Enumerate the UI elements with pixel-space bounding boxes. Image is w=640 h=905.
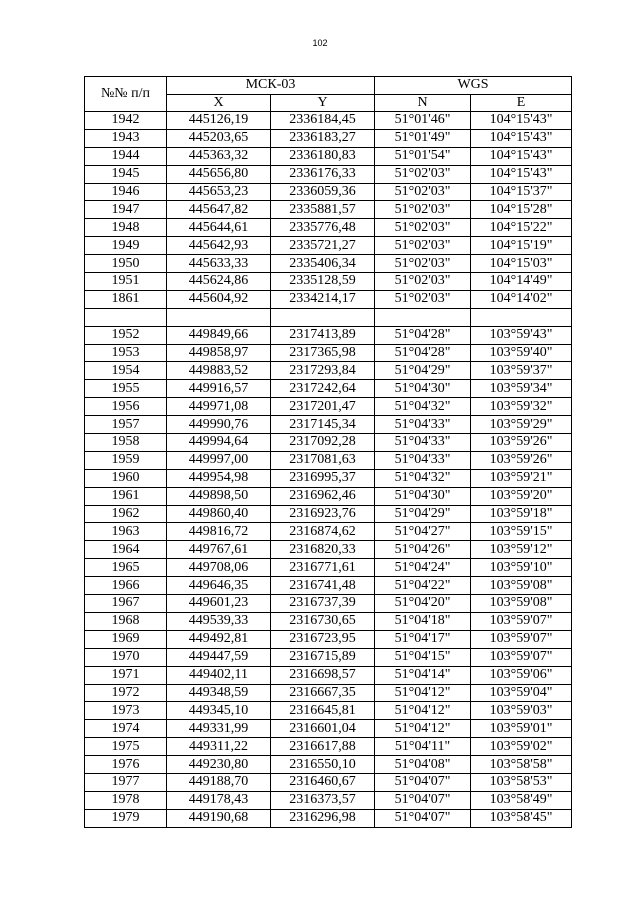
page-number: 102: [312, 38, 328, 48]
x-cell: 449601,23: [167, 595, 271, 613]
e-cell: 103°59'29": [471, 416, 572, 434]
point-number-cell: 1944: [85, 147, 167, 165]
e-cell: 103°59'01": [471, 720, 572, 738]
y-cell: 2335406,34: [271, 255, 375, 273]
header-msk03-group: МСК-03: [167, 77, 375, 95]
point-number-cell: 1957: [85, 416, 167, 434]
n-cell: 51°01'46": [375, 112, 471, 130]
x-cell: 449230,80: [167, 756, 271, 774]
n-cell: 51°04'18": [375, 612, 471, 630]
table-row: [85, 434, 572, 452]
y-cell: 2316698,57: [271, 666, 375, 684]
header-y: Y: [271, 94, 375, 112]
x-cell: 445604,92: [167, 290, 271, 308]
y-cell: 2335128,59: [271, 273, 375, 291]
e-cell: 103°59'02": [471, 738, 572, 756]
header-wgs-group: WGS: [375, 77, 572, 95]
x-cell: 449860,40: [167, 505, 271, 523]
x-cell: 449331,99: [167, 720, 271, 738]
x-cell: 449188,70: [167, 773, 271, 791]
table-row: [85, 756, 572, 774]
y-cell: [271, 308, 375, 326]
x-cell: 449858,97: [167, 344, 271, 362]
x-cell: 445653,23: [167, 183, 271, 201]
y-cell: 2316460,67: [271, 773, 375, 791]
x-cell: 449402,11: [167, 666, 271, 684]
e-cell: 103°59'43": [471, 326, 572, 344]
y-cell: 2316962,46: [271, 487, 375, 505]
n-cell: 51°04'30": [375, 487, 471, 505]
n-cell: 51°04'07": [375, 791, 471, 809]
e-cell: 104°15'43": [471, 112, 572, 130]
x-cell: 445363,32: [167, 147, 271, 165]
table-body: [85, 112, 572, 828]
table-row: [85, 809, 572, 827]
y-cell: 2316820,33: [271, 541, 375, 559]
e-cell: 103°58'53": [471, 773, 572, 791]
table-row: [85, 648, 572, 666]
table-row: [85, 577, 572, 595]
n-cell: 51°04'30": [375, 380, 471, 398]
y-cell: 2316771,61: [271, 559, 375, 577]
table-row: [85, 523, 572, 541]
n-cell: 51°04'29": [375, 362, 471, 380]
y-cell: 2317365,98: [271, 344, 375, 362]
x-cell: 449348,59: [167, 684, 271, 702]
point-number-cell: 1969: [85, 630, 167, 648]
table-row: [85, 344, 572, 362]
table-row: [85, 147, 572, 165]
x-cell: 449492,81: [167, 630, 271, 648]
n-cell: 51°02'03": [375, 165, 471, 183]
point-number-cell: 1962: [85, 505, 167, 523]
point-number-cell: 1958: [85, 434, 167, 452]
table-row: [85, 684, 572, 702]
table-row: [85, 326, 572, 344]
x-cell: 445126,19: [167, 112, 271, 130]
point-number-cell: 1948: [85, 219, 167, 237]
point-number-cell: 1971: [85, 666, 167, 684]
e-cell: 104°15'19": [471, 237, 572, 255]
point-number-cell: 1954: [85, 362, 167, 380]
table-row: [85, 183, 572, 201]
header-x: X: [167, 94, 271, 112]
n-cell: 51°02'03": [375, 201, 471, 219]
table-row: [85, 720, 572, 738]
e-cell: 104°15'03": [471, 255, 572, 273]
n-cell: 51°04'26": [375, 541, 471, 559]
y-cell: 2316550,10: [271, 756, 375, 774]
e-cell: 103°59'10": [471, 559, 572, 577]
table-row: [85, 595, 572, 613]
x-cell: 445633,33: [167, 255, 271, 273]
y-cell: 2316923,76: [271, 505, 375, 523]
x-cell: 449816,72: [167, 523, 271, 541]
x-cell: 445624,86: [167, 273, 271, 291]
y-cell: 2336059,36: [271, 183, 375, 201]
table-row: [85, 308, 572, 326]
e-cell: [471, 308, 572, 326]
x-cell: 449767,61: [167, 541, 271, 559]
e-cell: 104°15'43": [471, 165, 572, 183]
n-cell: 51°04'15": [375, 648, 471, 666]
e-cell: 103°58'45": [471, 809, 572, 827]
y-cell: 2316645,81: [271, 702, 375, 720]
table-row: [85, 773, 572, 791]
n-cell: 51°04'32": [375, 469, 471, 487]
table-row: [85, 129, 572, 147]
point-number-cell: 1943: [85, 129, 167, 147]
n-cell: 51°02'03": [375, 255, 471, 273]
point-number-cell: [85, 308, 167, 326]
x-cell: 449849,66: [167, 326, 271, 344]
y-cell: 2336180,83: [271, 147, 375, 165]
y-cell: 2335881,57: [271, 201, 375, 219]
e-cell: 103°59'26": [471, 434, 572, 452]
e-cell: 103°59'07": [471, 630, 572, 648]
x-cell: 449447,59: [167, 648, 271, 666]
e-cell: 103°59'08": [471, 577, 572, 595]
point-number-cell: 1949: [85, 237, 167, 255]
table-row: [85, 273, 572, 291]
e-cell: 103°58'58": [471, 756, 572, 774]
point-number-cell: 1974: [85, 720, 167, 738]
header-row-groups: [85, 77, 572, 95]
y-cell: 2316601,04: [271, 720, 375, 738]
point-number-cell: 1956: [85, 398, 167, 416]
n-cell: 51°04'28": [375, 344, 471, 362]
e-cell: 104°15'28": [471, 201, 572, 219]
n-cell: 51°02'03": [375, 290, 471, 308]
point-number-cell: 1953: [85, 344, 167, 362]
e-cell: 103°59'20": [471, 487, 572, 505]
x-cell: 449997,00: [167, 451, 271, 469]
y-cell: 2316874,62: [271, 523, 375, 541]
point-number-cell: 1972: [85, 684, 167, 702]
n-cell: 51°02'03": [375, 237, 471, 255]
coordinates-table: [84, 76, 572, 828]
n-cell: 51°04'32": [375, 398, 471, 416]
y-cell: 2316723,95: [271, 630, 375, 648]
point-number-cell: 1970: [85, 648, 167, 666]
x-cell: 449646,35: [167, 577, 271, 595]
y-cell: 2316741,48: [271, 577, 375, 595]
point-number-cell: 1959: [85, 451, 167, 469]
table-row: [85, 290, 572, 308]
n-cell: 51°04'33": [375, 451, 471, 469]
n-cell: 51°04'12": [375, 720, 471, 738]
header-point-number: №№ п/п: [85, 77, 167, 112]
n-cell: 51°04'33": [375, 416, 471, 434]
y-cell: 2335721,27: [271, 237, 375, 255]
y-cell: 2316730,65: [271, 612, 375, 630]
x-cell: 445642,93: [167, 237, 271, 255]
point-number-cell: 1977: [85, 773, 167, 791]
y-cell: 2336184,45: [271, 112, 375, 130]
table-row: [85, 666, 572, 684]
x-cell: 445203,65: [167, 129, 271, 147]
n-cell: 51°02'03": [375, 273, 471, 291]
e-cell: 103°59'15": [471, 523, 572, 541]
point-number-cell: 1973: [85, 702, 167, 720]
n-cell: 51°04'20": [375, 595, 471, 613]
x-cell: 445656,80: [167, 165, 271, 183]
e-cell: 103°59'04": [471, 684, 572, 702]
e-cell: 104°15'22": [471, 219, 572, 237]
e-cell: 103°59'03": [471, 702, 572, 720]
e-cell: 103°58'49": [471, 791, 572, 809]
x-cell: 449990,76: [167, 416, 271, 434]
e-cell: 103°59'34": [471, 380, 572, 398]
y-cell: 2316715,89: [271, 648, 375, 666]
x-cell: 449898,50: [167, 487, 271, 505]
n-cell: 51°04'12": [375, 702, 471, 720]
point-number-cell: 1942: [85, 112, 167, 130]
x-cell: 449178,43: [167, 791, 271, 809]
n-cell: 51°04'22": [375, 577, 471, 595]
table-row: [85, 416, 572, 434]
point-number-cell: 1975: [85, 738, 167, 756]
point-number-cell: 1946: [85, 183, 167, 201]
point-number-cell: 1950: [85, 255, 167, 273]
e-cell: 104°14'49": [471, 273, 572, 291]
point-number-cell: 1945: [85, 165, 167, 183]
table-row: [85, 541, 572, 559]
x-cell: 445647,82: [167, 201, 271, 219]
n-cell: 51°04'33": [375, 434, 471, 452]
y-cell: 2316373,57: [271, 791, 375, 809]
y-cell: 2316737,39: [271, 595, 375, 613]
x-cell: 449883,52: [167, 362, 271, 380]
table-row: [85, 219, 572, 237]
point-number-cell: 1966: [85, 577, 167, 595]
point-number-cell: 1947: [85, 201, 167, 219]
x-cell: 449954,98: [167, 469, 271, 487]
n-cell: 51°01'49": [375, 129, 471, 147]
table-row: [85, 380, 572, 398]
n-cell: 51°02'03": [375, 219, 471, 237]
e-cell: 104°15'43": [471, 129, 572, 147]
e-cell: 103°59'37": [471, 362, 572, 380]
header-n: N: [375, 94, 471, 112]
point-number-cell: 1976: [85, 756, 167, 774]
table-row: [85, 237, 572, 255]
e-cell: 103°59'06": [471, 666, 572, 684]
point-number-cell: 1861: [85, 290, 167, 308]
e-cell: 103°59'07": [471, 648, 572, 666]
point-number-cell: 1965: [85, 559, 167, 577]
y-cell: 2316296,98: [271, 809, 375, 827]
x-cell: [167, 308, 271, 326]
table-row: [85, 451, 572, 469]
e-cell: 103°59'32": [471, 398, 572, 416]
n-cell: 51°04'17": [375, 630, 471, 648]
y-cell: 2317242,64: [271, 380, 375, 398]
y-cell: 2317145,34: [271, 416, 375, 434]
n-cell: 51°04'14": [375, 666, 471, 684]
x-cell: 449994,64: [167, 434, 271, 452]
y-cell: 2316667,35: [271, 684, 375, 702]
x-cell: 449971,08: [167, 398, 271, 416]
table-row: [85, 398, 572, 416]
y-cell: 2335776,48: [271, 219, 375, 237]
point-number-cell: 1978: [85, 791, 167, 809]
point-number-cell: 1951: [85, 273, 167, 291]
point-number-cell: 1955: [85, 380, 167, 398]
point-number-cell: 1960: [85, 469, 167, 487]
e-cell: 104°14'02": [471, 290, 572, 308]
header-e: E: [471, 94, 572, 112]
x-cell: 449311,22: [167, 738, 271, 756]
e-cell: 103°59'26": [471, 451, 572, 469]
x-cell: 449916,57: [167, 380, 271, 398]
e-cell: 103°59'12": [471, 541, 572, 559]
table-row: [85, 505, 572, 523]
point-number-cell: 1963: [85, 523, 167, 541]
n-cell: 51°04'07": [375, 809, 471, 827]
table-row: [85, 791, 572, 809]
e-cell: 103°59'07": [471, 612, 572, 630]
point-number-cell: 1979: [85, 809, 167, 827]
n-cell: 51°01'54": [375, 147, 471, 165]
point-number-cell: 1964: [85, 541, 167, 559]
point-number-cell: 1967: [85, 595, 167, 613]
table-row: [85, 255, 572, 273]
table-row: [85, 738, 572, 756]
y-cell: 2336176,33: [271, 165, 375, 183]
y-cell: 2317092,28: [271, 434, 375, 452]
e-cell: 104°15'43": [471, 147, 572, 165]
table-row: [85, 630, 572, 648]
y-cell: 2317201,47: [271, 398, 375, 416]
x-cell: 449190,68: [167, 809, 271, 827]
y-cell: 2336183,27: [271, 129, 375, 147]
point-number-cell: 1961: [85, 487, 167, 505]
table-row: [85, 469, 572, 487]
table-row: [85, 612, 572, 630]
e-cell: 103°59'40": [471, 344, 572, 362]
e-cell: 104°15'37": [471, 183, 572, 201]
x-cell: 449345,10: [167, 702, 271, 720]
table-row: [85, 362, 572, 380]
x-cell: 449539,33: [167, 612, 271, 630]
n-cell: 51°04'28": [375, 326, 471, 344]
e-cell: 103°59'21": [471, 469, 572, 487]
point-number-cell: 1952: [85, 326, 167, 344]
n-cell: 51°04'29": [375, 505, 471, 523]
n-cell: 51°04'08": [375, 756, 471, 774]
y-cell: 2317293,84: [271, 362, 375, 380]
n-cell: 51°02'03": [375, 183, 471, 201]
n-cell: 51°04'27": [375, 523, 471, 541]
table-row: [85, 165, 572, 183]
n-cell: 51°04'11": [375, 738, 471, 756]
e-cell: 103°59'08": [471, 595, 572, 613]
n-cell: [375, 308, 471, 326]
table-row: [85, 487, 572, 505]
table-row: [85, 201, 572, 219]
n-cell: 51°04'12": [375, 684, 471, 702]
y-cell: 2316617,88: [271, 738, 375, 756]
y-cell: 2317413,89: [271, 326, 375, 344]
table-row: [85, 112, 572, 130]
y-cell: 2317081,63: [271, 451, 375, 469]
e-cell: 103°59'18": [471, 505, 572, 523]
x-cell: 445644,61: [167, 219, 271, 237]
table-row: [85, 559, 572, 577]
y-cell: 2316995,37: [271, 469, 375, 487]
y-cell: 2334214,17: [271, 290, 375, 308]
table-row: [85, 702, 572, 720]
n-cell: 51°04'24": [375, 559, 471, 577]
point-number-cell: 1968: [85, 612, 167, 630]
x-cell: 449708,06: [167, 559, 271, 577]
n-cell: 51°04'07": [375, 773, 471, 791]
